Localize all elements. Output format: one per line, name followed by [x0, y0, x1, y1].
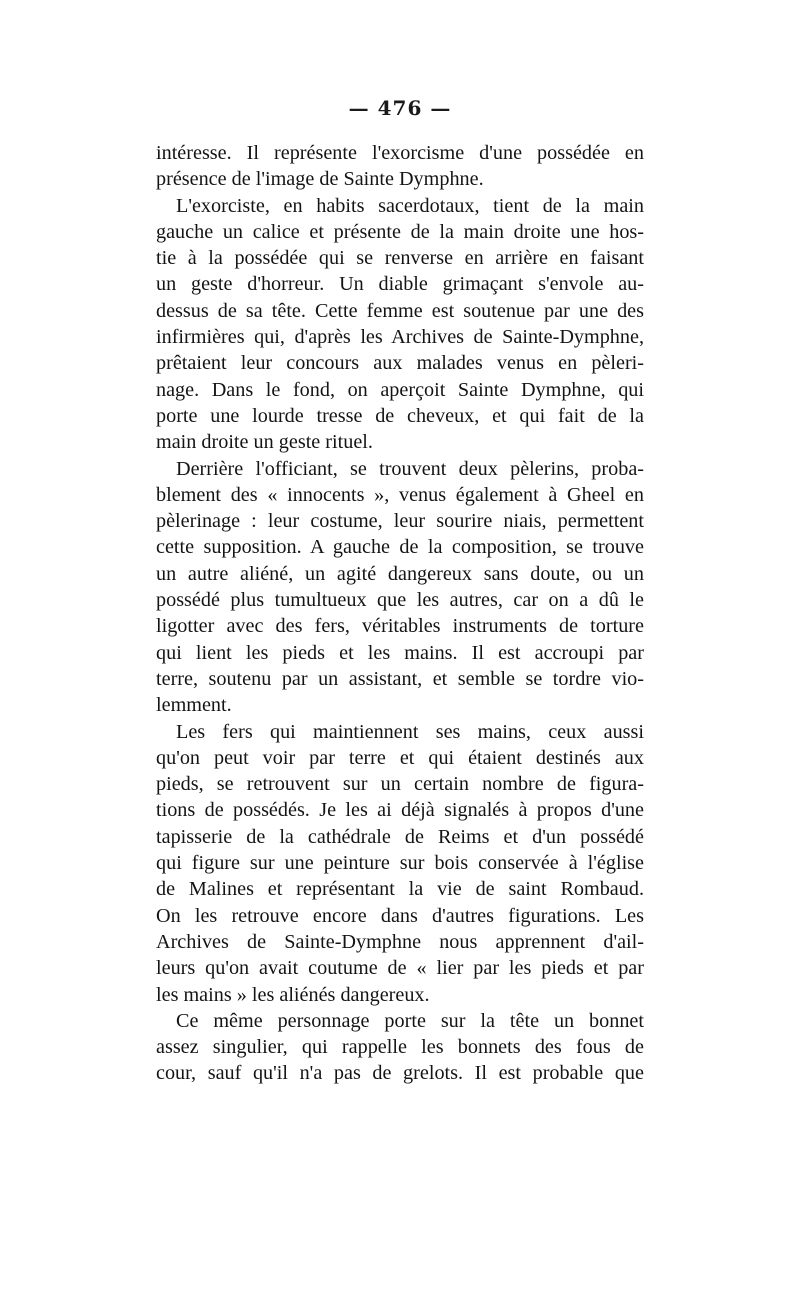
paragraph	[156, 1008, 644, 1087]
text-line: pieds, se retrouvent sur un certain nombre de figura-	[156, 773, 644, 796]
text-line: tapisserie de la cathédrale de Reims et d'un possédé	[156, 825, 644, 848]
text-line: possédé plus tumultueux que les autres, car on a dû le	[156, 589, 644, 612]
text-line: prêtaient leur concours aux malades venus en pèleri-	[156, 352, 644, 375]
page-number: — 476 —	[348, 96, 452, 120]
text-line: Archives de Sainte-Dymphne nous apprennent d'ail-	[156, 930, 644, 953]
text-line: les mains » les aliénés dangereux.	[156, 983, 430, 1006]
text-line: L'exorciste, en habits sacerdotaux, tient de la main	[176, 194, 644, 217]
text-line: cette supposition. A gauche de la composition, se trouve	[156, 536, 644, 559]
body-text	[156, 140, 644, 1087]
text-line: main droite un geste rituel.	[156, 431, 373, 454]
text-line: présence de l'image de Sainte Dymphne.	[156, 168, 484, 191]
paragraph	[156, 719, 644, 1008]
text-line: cour, sauf qu'il n'a pas de grelots. Il est probable que	[156, 1062, 644, 1085]
text-line: ligotter avec des fers, véritables instruments de torture	[156, 615, 644, 638]
text-line: Ce même personnage porte sur la tête un bonnet	[176, 1009, 644, 1032]
text-line: tions de possédés. Je les ai déjà signalés à propos d'une	[156, 799, 644, 822]
paragraph	[156, 456, 644, 719]
text-line: porte une lourde tresse de cheveux, et qui fait de la	[156, 404, 644, 427]
paragraph	[156, 140, 644, 193]
text-line: un autre aliéné, un agité dangereux sans doute, ou un	[156, 562, 644, 585]
text-line: de Malines et représentant la vie de saint Rombaud.	[156, 878, 644, 901]
text-line: assez singulier, qui rappelle les bonnets des fous de	[156, 1036, 644, 1059]
text-line: lemment.	[156, 694, 232, 717]
text-line: dessus de sa tête. Cette femme est soutenue par une des	[156, 299, 644, 322]
text-line: gauche un calice et présente de la main droite une hos-	[156, 220, 644, 243]
text-line: nage. Dans le fond, on aperçoit Sainte Dymphne, qui	[156, 378, 644, 401]
text-line: terre, soutenu par un assistant, et semble se tordre vio-	[156, 667, 644, 690]
paragraph	[156, 193, 644, 456]
text-line: On les retrouve encore dans d'autres figurations. Les	[156, 904, 644, 927]
text-line: tie à la possédée qui se renverse en arrière en faisant	[156, 247, 644, 270]
text-line: pèlerinage : leur costume, leur sourire niais, permettent	[156, 510, 644, 533]
text-line: un geste d'horreur. Un diable grimaçant s'envole au-	[156, 273, 644, 296]
text-line: leurs qu'on avait coutume de « lier par les pieds et par	[156, 957, 644, 980]
text-line: Derrière l'officiant, se trouvent deux pèlerins, proba-	[176, 457, 644, 480]
text-line: qui lient les pieds et les mains. Il est accroupi par	[156, 641, 644, 664]
text-line: Les fers qui maintiennent ses mains, ceux aussi	[176, 720, 644, 743]
text-line: qu'on peut voir par terre et qui étaient destinés aux	[156, 746, 644, 769]
text-line: infirmières qui, d'après les Archives de Sainte-Dymphne,	[156, 326, 644, 349]
text-line: intéresse. Il représente l'exorcisme d'une possédée en	[156, 142, 644, 164]
text-line: qui figure sur une peinture sur bois conservée à l'église	[156, 852, 644, 875]
text-line: blement des « innocents », venus également à Gheel en	[156, 483, 644, 506]
